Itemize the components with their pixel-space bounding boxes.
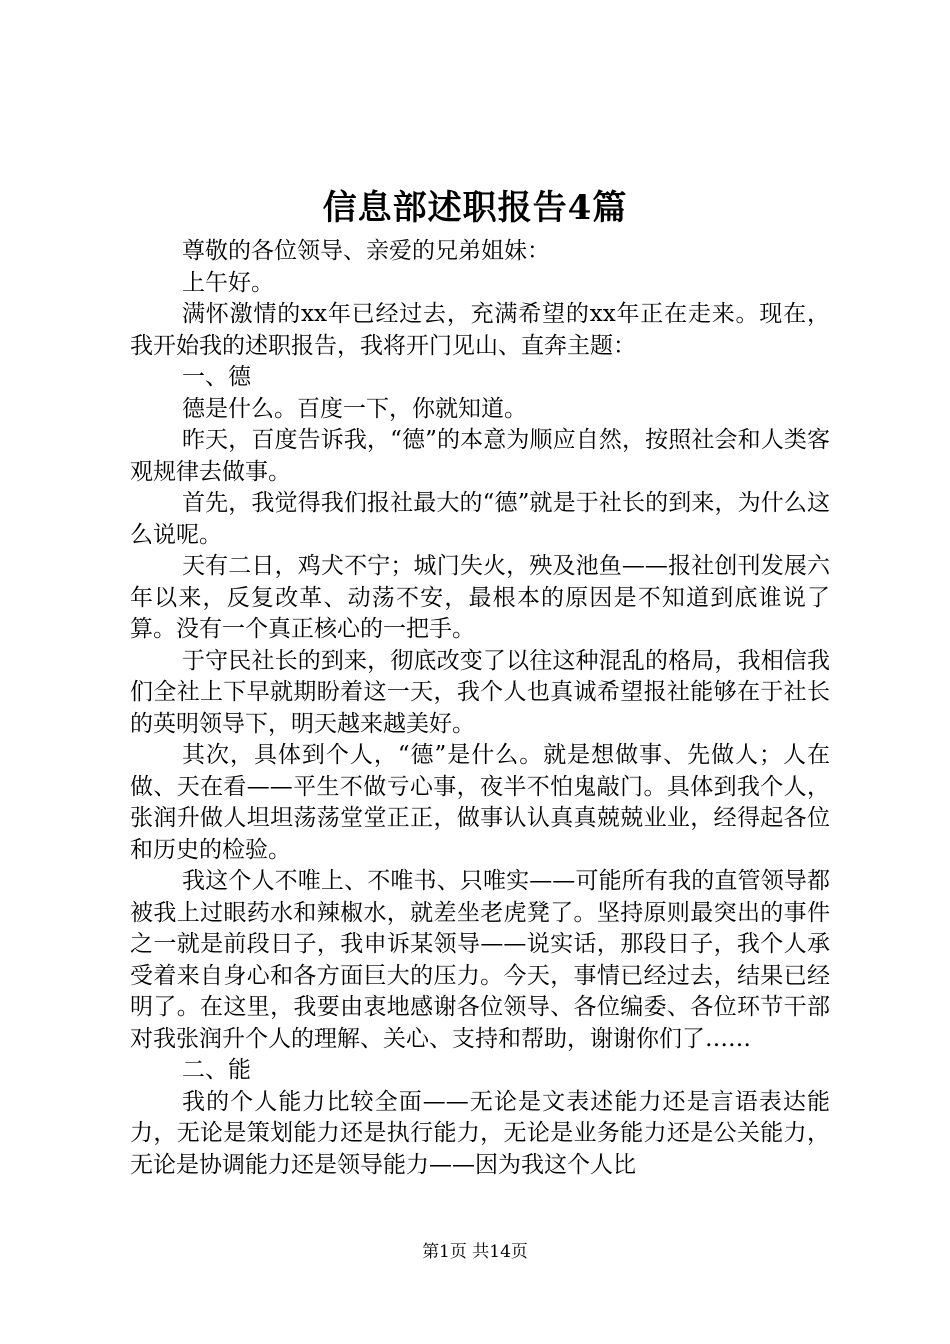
paragraph: 天有二日，鸡犬不宁；城门失火，殃及池鱼——报社创刊发展六年以来，反复改革、动荡不安，最根本的原因是不知道到底谁说了算。没有一个真正核心的一把手。	[130, 553, 830, 642]
paragraph: 德是什么。百度一下，你就知道。	[182, 395, 527, 422]
page-number-footer: 第1页 共14页	[422, 1242, 528, 1262]
paragraph: 首先，我觉得我们报社最大的“德”就是于社长的到来，为什么这么说呢。	[130, 490, 830, 548]
paragraph-salutation: 尊敬的各位领导、亲爱的兄弟姐妹：	[182, 238, 550, 264]
paragraph: 我这个人不唯上、不唯书、只唯实——可能所有我的直管领导都被我上过眼药水和辣椒水，就差坐老虎凳了。坚持原则最突出的事件之一就是前段日子，我申诉某领导——说实话，那段日子，我个人承受着来自身心和各方面巨大的压力。今天，事情已经过去，结果已经明了。在这里，我要由衷地感谢各位领导、各位编委、各位环节干部对我张润升个人的理解、关心、支持和帮助，谢谢你们了……	[130, 868, 830, 1052]
document-title: 信息部述职报告4篇	[322, 188, 628, 228]
document-body	[130, 236, 830, 1181]
section-heading-virtue: 一、德	[182, 364, 251, 390]
section-heading-ability: 二、能	[182, 1057, 251, 1083]
paragraph: 于守民社长的到来，彻底改变了以往这种混乱的格局，我相信我们全社上下早就期盼着这一天，我个人也真诚希望报社能够在于社长的英明领导下，明天越来越美好。	[130, 647, 830, 737]
paragraph: 其次，具体到个人，“德”是什么。就是想做事、先做人；人在做、天在看——平生不做亏心事，夜半不怕鬼敲门。具体到我个人，张润升做人坦坦荡荡堂堂正正，做事认认真真兢兢业业，经得起各位和历史的检验。	[130, 742, 830, 863]
paragraph: 昨天，百度告诉我，“德”的本意为顺应自然，按照社会和人类客观规律去做事。	[130, 427, 830, 485]
paragraph: 我的个人能力比较全面——无论是文表述能力还是言语表达能力，无论是策划能力还是执行能力，无论是业务能力还是公关能力，无论是协调能力还是领导能力——因为我这个人比	[130, 1088, 830, 1178]
paragraph-intro: 满怀激情的xx年已经过去，充满希望的xx年正在走来。现在，我开始我的述职报告，我将开门见山、直奔主题：	[130, 301, 830, 359]
paragraph-greeting: 上午好。	[182, 269, 274, 296]
